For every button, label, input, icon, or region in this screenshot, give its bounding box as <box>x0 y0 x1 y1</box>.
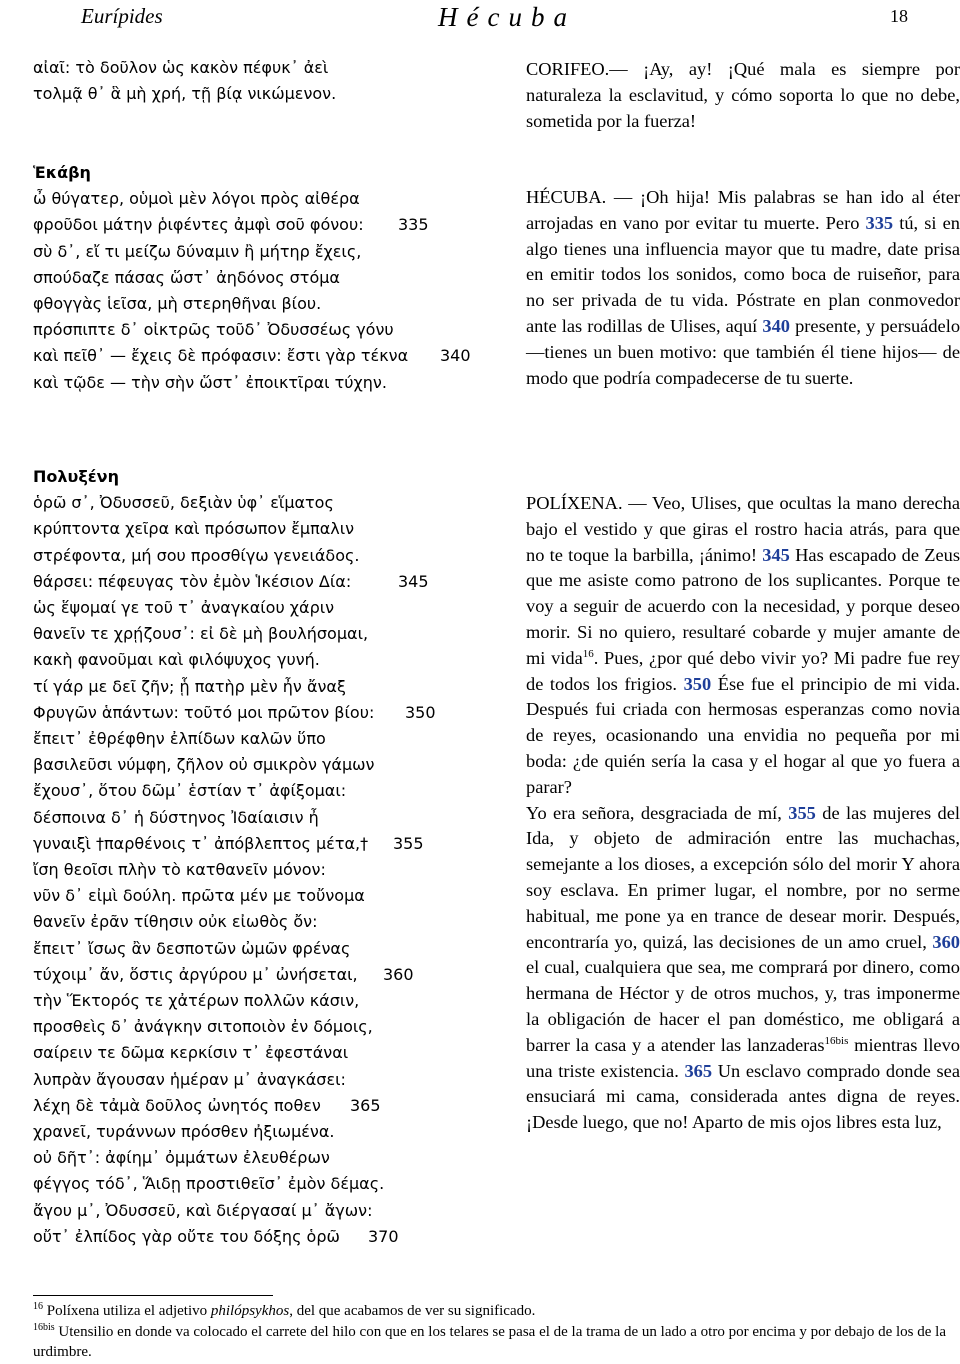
verse-number: 370 <box>368 1226 399 1246</box>
greek-line-text: καὶ πεῖθ᾽ — ἔχεις δὲ πρόφασιν: ἔστι γὰρ τέκνα <box>33 346 409 366</box>
greek-line: βασιλεῦσι νύμφη, ζῆλον οὐ σμικρὸν γάμων <box>33 755 375 775</box>
header-author: Eurípides <box>81 4 163 28</box>
greek-line: θανεῖν ἐρᾶν τίθησιν οὐκ εἰωθὸς ὄν: <box>33 912 318 932</box>
verse-number: 365 <box>684 1060 713 1081</box>
greek-line: ἔπειτ᾽ ἐθρέφθην ἐλπίδων καλῶν ὕπο <box>33 729 326 749</box>
greek-line: οὐ δῆτ᾽: ἀφίημ᾽ ὀμμάτων ἐλευθέρων <box>33 1148 330 1168</box>
greek-line: ὡς ἕψομαί γε τοῦ τ᾽ ἀναγκαίου χάριν <box>33 598 335 618</box>
greek-line <box>33 212 429 238</box>
verse-number: 340 <box>440 346 471 366</box>
verse-number: 350 <box>683 673 712 694</box>
greek-speaker-hecuba: Ἑκάβη <box>33 163 91 182</box>
spanish-text: presente, y persuádelo —tienes un buen motivo: que también él tiene hijos— de modo que podría compadecerse de tu suerte. <box>526 315 960 388</box>
spanish-corifeo-block <box>526 57 960 134</box>
spanish-text: HÉCUBA. — ¡Oh hija! Mis palabras se han ido al éter arrojadas en vano por evitar tu muerte. Pero <box>526 187 960 233</box>
greek-line <box>33 962 414 988</box>
greek-line <box>33 700 436 726</box>
footnote-16bis <box>33 1322 948 1362</box>
greek-line-text: λέχη δὲ τἀμὰ δοῦλος ὠνητός ποθεν <box>33 1095 321 1115</box>
greek-line: αἰαῖ: τὸ δοῦλον ὡς κακὸν πέφυκ᾽ ἀεὶ <box>33 58 329 77</box>
spanish-text: Yo era señora, desgraciada de mí, <box>526 802 789 823</box>
spanish-text: mientras llevo una triste existencia. <box>526 1034 960 1081</box>
greek-line: στρέφοντα, μή σου προσθίγω γενειάδος. <box>33 545 360 565</box>
greek-corifeo-block <box>33 55 336 107</box>
spanish-text: Has escapado de Zeus que me asiste como patrono de los suplicantes. Porque te voy a seguir de acuerdo con la necesidad, y porque deseo morir. Si no quiero, resultaré cobarde y mujer amante de mi vida <box>526 544 960 668</box>
greek-line: καὶ τῷδε — τὴν σὴν ὥστ᾽ ἐποικτῖραι τύχην. <box>33 372 387 392</box>
verse-number: 355 <box>788 802 816 823</box>
spanish-text: Un esclavo comprado donde sea ensuciará mi cama, considerada antes digna de reyes. ¡Desde luego, que no! Aparto de mis ojos libres esta luz, <box>526 1060 960 1133</box>
greek-line-text: Φρυγῶν ἁπάντων: τοῦτό μοι πρῶτον βίου: <box>33 702 375 722</box>
page-number: 18 <box>890 6 908 26</box>
spanish-hecuba-block <box>526 185 960 391</box>
spanish-text: . Pues, ¿por qué debo vivir yo? Mi padre fue rey de todos los frigios. <box>526 647 960 694</box>
greek-line: κρύπτοντα χεῖρα καὶ πρόσωπον ἔμπαλιν <box>33 519 355 539</box>
verse-number: 365 <box>350 1095 381 1115</box>
greek-line: ὁρῶ σ᾽, Ὀδυσσεῦ, δεξιὰν ὑφ᾽ εἵματος <box>33 493 334 513</box>
verse-number: 360 <box>383 964 414 984</box>
verse-number: 345 <box>398 571 429 591</box>
greek-line: ἔχουσ᾽, ὅτου δῶμ᾽ ἑστίαν τ᾽ ἀφίξομαι: <box>33 781 347 801</box>
footnote-ref: 16bis <box>824 1034 849 1047</box>
footnote-term: philópsykhos <box>210 1303 290 1319</box>
spanish-polyxena-block <box>526 491 960 1136</box>
greek-line: ἴση θεοῖσι πλὴν τὸ κατθανεῖν μόνον: <box>33 860 326 880</box>
greek-line <box>33 1093 384 1119</box>
greek-hecuba-block <box>33 160 471 396</box>
spanish-polyxena-paragraph <box>526 491 960 801</box>
verse-number: 345 <box>762 544 790 565</box>
spanish-polyxena-paragraph <box>526 801 960 1136</box>
verse-number: 340 <box>762 315 790 336</box>
greek-line <box>33 569 429 595</box>
greek-line-text: οὔτ᾽ ἐλπίδος γὰρ οὔτε του δόξης ὁρῶ <box>33 1226 340 1246</box>
greek-line: σὺ δ᾽, εἴ τι μείζω δύναμιν ἢ μήτηρ ἔχεις, <box>33 241 362 261</box>
verse-number: 335 <box>865 212 894 233</box>
page-header <box>0 0 960 40</box>
footnote-mark: 16 <box>33 1301 43 1312</box>
verse-number: 360 <box>932 931 960 952</box>
greek-line: δέσποινα δ᾽ ἡ δύστηνος Ἰδαίαισιν ἦ <box>33 807 319 827</box>
verse-number: 355 <box>393 833 424 853</box>
footnote-ref: 16 <box>582 647 594 660</box>
greek-line: ἄγου μ᾽, Ὀδυσσεῦ, καὶ διέργασαί μ᾽ ἄγων: <box>33 1200 373 1220</box>
footnote-text: Políxena utiliza el adjetivo <box>43 1303 211 1319</box>
greek-line <box>33 1224 399 1250</box>
greek-line: σαίρειν τε δῶμα κερκίσιν τ᾽ ἐφεστάναι <box>33 1043 349 1063</box>
greek-line: σπούδαζε πάσας ὥστ᾽ ἀηδόνος στόμα <box>33 267 340 287</box>
verse-number: 350 <box>405 702 436 722</box>
spanish-corifeo-text: CORIFEO.— ¡Ay, ay! ¡Qué mala es siempre por naturaleza la esclavitud, y cómo soporta lo que no debe, sometida por la fuerza! <box>526 59 960 131</box>
greek-line: θανεῖν τε χρῄζουσ᾽: εἰ δὲ μὴ βουλήσομαι, <box>33 624 369 644</box>
greek-line: τί γάρ με δεῖ ζῆν; ᾗ πατὴρ μὲν ἦν ἄναξ <box>33 676 346 696</box>
footnote-divider <box>33 1295 273 1296</box>
greek-line: ἔπειτ᾽ ἴσως ἂν δεσποτῶν ὠμῶν φρένας <box>33 938 351 958</box>
greek-line <box>33 343 471 369</box>
header-title: Hécuba <box>438 2 576 32</box>
spanish-text: de las mujeres del Ida, y objeto de admiración entre las muchachas, semejante a los dioses, a excepción sólo del morir Y ahora soy esclava. En primer lugar, el nombre, por no serme habitual, me pone ya en trance de desear morir. Después, encontraría yo, quizá, las decisiones de un amo cruel, <box>526 802 960 952</box>
footnote-text: , del que acabamos de ver su significado. <box>289 1303 536 1319</box>
spanish-text: POLÍXENA. — Veo, Ulises, que ocultas la mano derecha bajo el vestido y que giras el rostro hacia atrás, para que no te toque la barbilla, ¡ánimo! <box>526 493 960 565</box>
greek-line: νῦν δ᾽ εἰμὶ δούλη. πρῶτα μέν με τοὔνομα <box>33 886 365 906</box>
spanish-text: tú, si en algo tienes una influencia mayor que tu madre, date prisa en emitir todos los sonidos, como boca de ruiseñor, para no ser privada de tu vida. Póstrate en plan conmovedor ante las rodillas de Ulises, aquí <box>526 212 960 336</box>
footnote-mark: 16bis <box>33 1322 55 1333</box>
spanish-hecuba-paragraph <box>526 185 960 391</box>
greek-speaker-polyxena: Πολυξένη <box>33 467 119 486</box>
greek-line: χρανεῖ, τυράννων πρόσθεν ἠξιωμένα. <box>33 1122 335 1142</box>
greek-line: ὦ θύγατερ, οὑμοὶ μὲν λόγοι πρὸς αἰθέρα <box>33 189 360 209</box>
greek-line: φέγγος τόδ᾽, Ἅιδῃ προστιθεῖσ᾽ ἐμὸν δέμας. <box>33 1174 385 1194</box>
greek-line: φθογγὰς ἱεῖσα, μὴ στερηθῆναι βίου. <box>33 294 322 314</box>
spanish-text: el cual, cualquiera que sea, me comprará por dinero, como hermana de Héctor y de otros muchos, y, tras imponerme la obligación de hacer el pan doméstico, me obligará a barrer la casa y a atender las lanzaderas <box>526 957 960 1055</box>
greek-line: κακὴ φανοῦμαι καὶ φιλόψυχος γυνή. <box>33 650 320 670</box>
greek-line: προσθεὶς δ᾽ ἀνάγκην σιτοποιὸν ἐν δόμοις, <box>33 1017 373 1037</box>
greek-line: τὴν Ἕκτορός τε χἀτέρων πολλῶν κάσιν, <box>33 991 360 1011</box>
footnote-text: Utensilio en donde va colocado el carrete del hilo con que en los telares se pasa el de la trama de un lado a otro por encima y por debajo de los de la urdimbre. <box>33 1324 947 1360</box>
verse-number: 335 <box>398 215 429 235</box>
greek-line-text: φροῦδοι μάτην ῥιφέντες ἀμφὶ σοῦ φόνου: <box>33 215 364 235</box>
footnote-16 <box>33 1301 948 1321</box>
greek-line: λυπρὰν ἄγουσαν ἡμέραν μ᾽ ἀναγκάσει: <box>33 1069 346 1089</box>
greek-line-text: γυναιξὶ †παρθένοις τ᾽ ἀπόβλεπτος μέτα,† <box>33 833 369 853</box>
greek-line: πρόσπιπτε δ᾽ οἰκτρῶς τοῦδ᾽ Ὀδυσσέως γόνυ <box>33 320 394 340</box>
greek-line <box>33 831 424 857</box>
greek-line-text: τύχοιμ᾽ ἄν, ὅστις ἀργύρου μ᾽ ὠνήσεται, <box>33 964 358 984</box>
greek-polyxena-block <box>33 464 436 1250</box>
greek-line-text: θάρσει: πέφευγας τὸν ἐμὸν Ἱκέσιον Δία: <box>33 571 352 591</box>
greek-line: τολμᾷ θ᾽ ἃ μὴ χρή, τῇ βίᾳ νικώμενον. <box>33 84 337 104</box>
spanish-text: Ése fue el principio de mi vida. Después fui criada con hermosas esperanzas como novia de reyes, ocasionando una envidia no pequeña por mi boda: ¿de quién sería la casa y el hogar al que yo fuera a parar? <box>526 673 960 797</box>
